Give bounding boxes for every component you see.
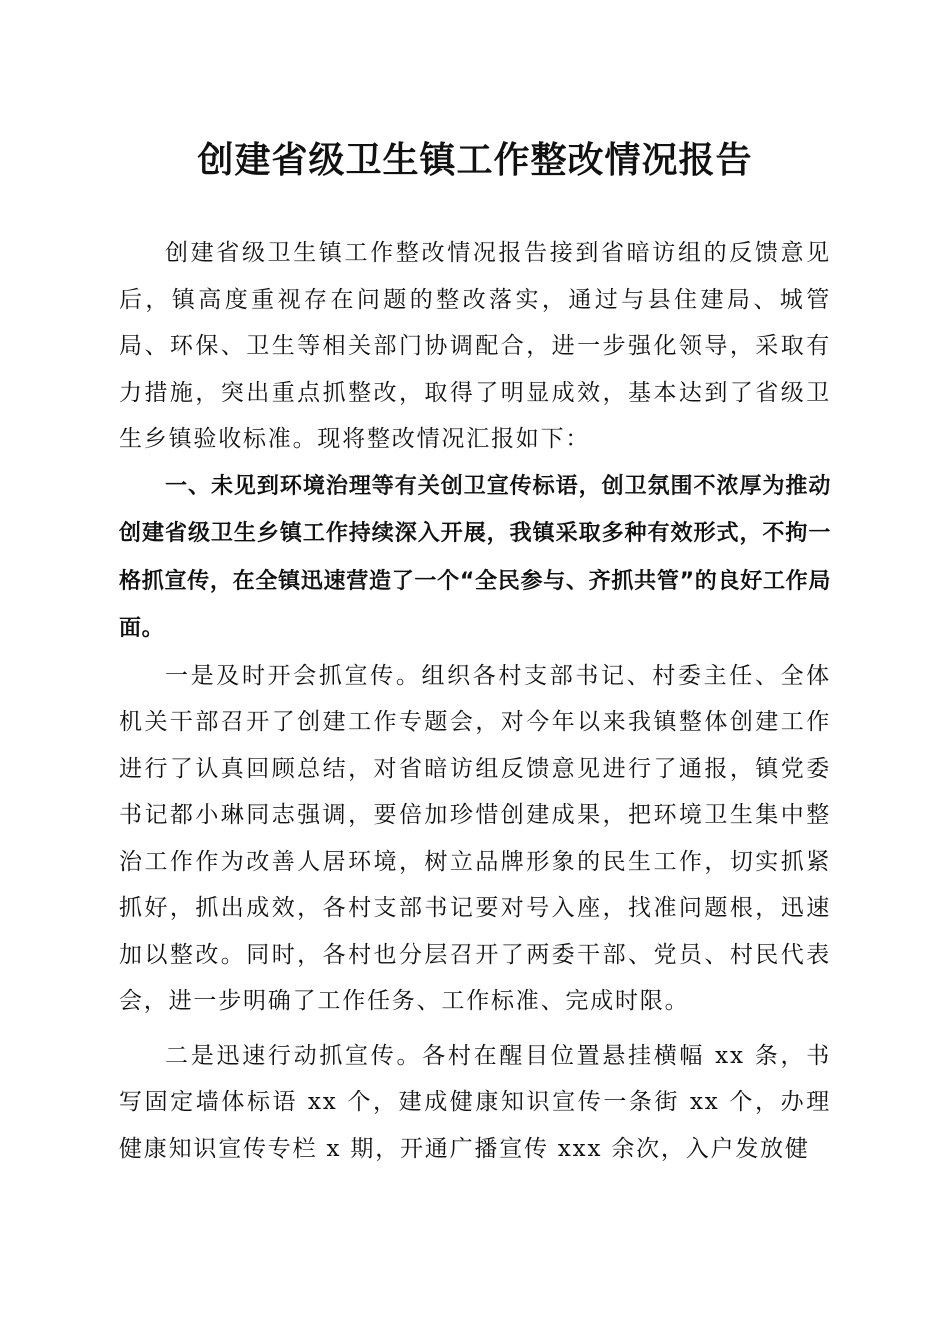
point-two-paragraph: 二是迅速行动抓宣传。各村在醒目位置悬挂横幅 xx 条，书写固定墙体标语 xx 个，建成健康知识宣传一条街 xx 个，办理健康知识宣传专栏 x 期，开通广播宣传 xxx 余次，入户发放健 <box>119 1042 831 1162</box>
point-one-paragraph: 一是及时开会抓宣传。组织各村支部书记、村委主任、全体机关干部召开了创建工作专题会，对今年以来我镇整体创建工作进行了认真回顾总结，对省暗访组反馈意见进行了通报，镇党委书记都小琳同志强调，要倍加珍惜创建成果，把环境卫生集中整治工作作为改善人居环境，树立品牌形象的民生工作，切实抓紧抓好，抓出成效，各村支部书记要对号入座，找准问题根，迅速加以整改。同时，各村也分层召开了两委干部、党员、村民代表会，进一步明确了工作任务、工作标准、完成时限。 <box>119 662 831 1014</box>
document-title: 创建省级卫生镇工作整改情况报告 <box>197 139 753 181</box>
document-body <box>119 230 831 1172</box>
paragraph-gap <box>119 1025 831 1033</box>
intro-paragraph: 创建省级卫生镇工作整改情况报告接到省暗访组的反馈意见后，镇高度重视存在问题的整改落实，通过与县住建局、城管局、环保、卫生等相关部门协调配合，进一步强化领导，采取有力措施，突出重点抓整改，取得了明显成效，基本达到了省级卫生乡镇验收标准。现将整改情况汇报如下： <box>119 240 831 452</box>
section-heading-paragraph: 一、未见到环境治理等有关创卫宣传标语，创卫氛围不浓厚为推动创建省级卫生乡镇工作持续深入开展，我镇采取多种有效形式，不拘一格抓宣传，在全镇迅速营造了一个“全民参与、齐抓共管”的良好工作局面。 <box>119 473 831 641</box>
